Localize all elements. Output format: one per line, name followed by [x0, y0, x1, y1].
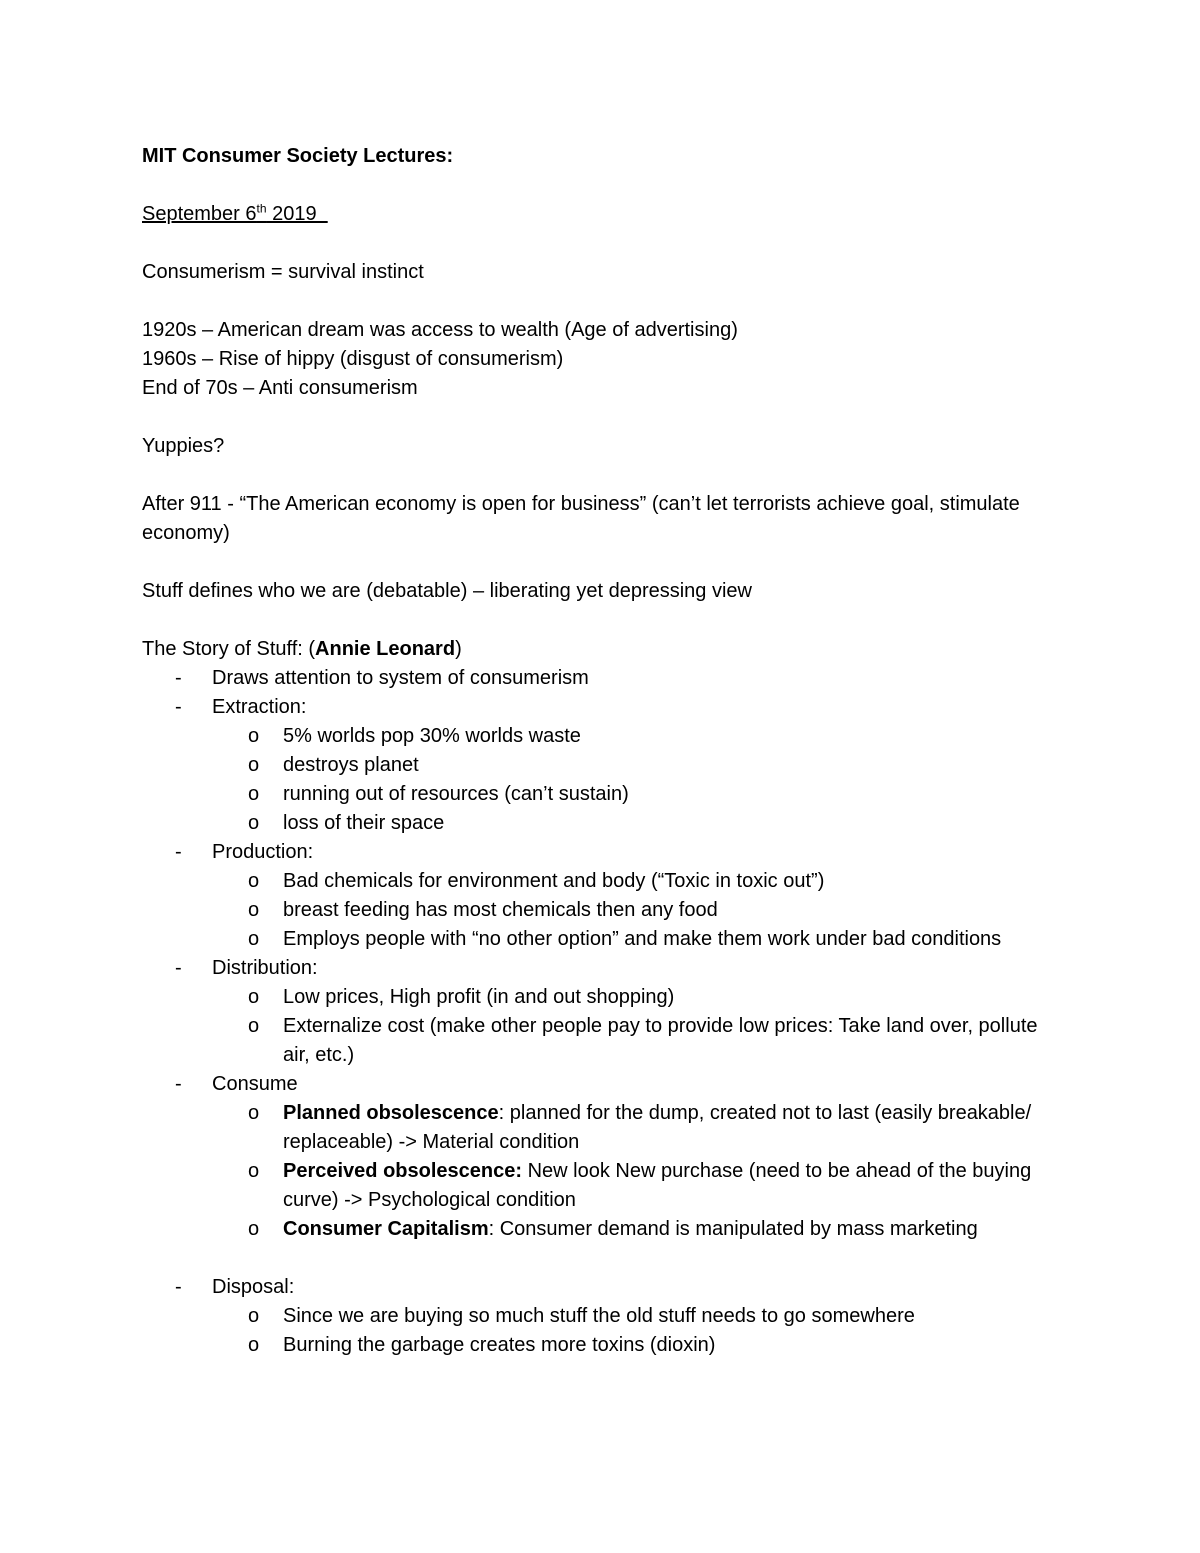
sub-item-text: Since we are buying so much stuff the old stuff needs to go somewhere [283, 1305, 915, 1327]
sub-item [212, 1157, 1042, 1215]
sub-item [212, 896, 1042, 925]
sub-item [212, 809, 1042, 838]
lecture-date [142, 200, 1042, 229]
outline-item-consume [142, 1070, 1042, 1273]
sub-item-text: Employs people with “no other option” and make them work under bad conditions [283, 928, 1002, 950]
circle-bullet: o [248, 1015, 260, 1037]
outline-item-text: Draws attention to system of consumerism [212, 667, 589, 689]
disposal-sublist [212, 1302, 1042, 1360]
outline-item-label: Production: [212, 841, 314, 863]
sub-item-text: loss of their space [283, 812, 445, 834]
history-line-1960s: 1960s – Rise of hippy (disgust of consumerism) [142, 348, 564, 370]
document-title: MIT Consumer Society Lectures: [142, 145, 454, 167]
sub-item [212, 867, 1042, 896]
date-ordinal-suffix: th [256, 201, 267, 216]
circle-bullet: o [248, 1218, 260, 1240]
sub-item [212, 722, 1042, 751]
date-month-day: September 6 [142, 203, 257, 225]
sub-item-text: 5% worlds pop 30% worlds waste [283, 725, 581, 747]
circle-bullet: o [248, 812, 260, 834]
sub-item-term: Consumer Capitalism [283, 1218, 489, 1240]
sub-item-text: breast feeding has most chemicals then any food [283, 899, 718, 921]
story-of-stuff-heading [142, 635, 1042, 664]
dash-bullet: - [175, 841, 182, 863]
sub-item [212, 1331, 1042, 1360]
consume-sublist [212, 1099, 1042, 1244]
dash-bullet: - [175, 1276, 182, 1298]
sub-item [212, 1215, 1042, 1244]
circle-bullet: o [248, 870, 260, 892]
circle-bullet: o [248, 725, 260, 747]
extraction-sublist [212, 722, 1042, 838]
history-line-1920s: 1920s – American dream was access to wealth (Age of advertising) [142, 319, 738, 341]
document-body [142, 142, 1042, 1360]
sub-item-text: running out of resources (can’t sustain) [283, 783, 629, 805]
story-author: Annie Leonard [315, 638, 456, 660]
circle-bullet: o [248, 1160, 260, 1182]
sub-item-text: Low prices, High profit (in and out shopping) [283, 986, 675, 1008]
sub-item [212, 780, 1042, 809]
sub-item [212, 1302, 1042, 1331]
outline-item-draws [142, 664, 1042, 693]
production-sublist [212, 867, 1042, 954]
circle-bullet: o [248, 986, 260, 1008]
outline-item-distribution [142, 954, 1042, 1070]
circle-bullet: o [248, 928, 260, 950]
after-911-paragraph: After 911 - “The American economy is open for business” (can’t let terrorists achieve goal, stimulate economy) [142, 493, 1020, 544]
outline-item-extraction [142, 693, 1042, 838]
outline-item-production [142, 838, 1042, 954]
dash-bullet: - [175, 1073, 182, 1095]
sub-item [212, 751, 1042, 780]
sub-item [212, 983, 1042, 1012]
sub-item-text: Burning the garbage creates more toxins (dioxin) [283, 1334, 716, 1356]
circle-bullet: o [248, 1102, 260, 1124]
sub-item [212, 925, 1042, 954]
distribution-sublist [212, 983, 1042, 1070]
stuff-defines-line: Stuff defines who we are (debatable) – liberating yet depressing view [142, 580, 752, 602]
circle-bullet: o [248, 899, 260, 921]
sub-item-text: : Consumer demand is manipulated by mass marketing [488, 1218, 978, 1240]
sub-item-text: destroys planet [283, 754, 419, 776]
date-year: 2019 [266, 203, 328, 225]
sub-item-text: Bad chemicals for environment and body (“Toxic in toxic out”) [283, 870, 825, 892]
sub-item-text: New look New purchase (need to be ahead of the buying curve) -> Psychological condition [283, 1160, 1032, 1211]
outline-item-disposal [142, 1273, 1042, 1360]
story-heading-prefix: The Story of Stuff: ( [142, 638, 316, 660]
circle-bullet: o [248, 754, 260, 776]
circle-bullet: o [248, 1334, 260, 1356]
outline-item-label: Disposal: [212, 1276, 295, 1298]
sub-item-term: Planned obsolescence [283, 1102, 499, 1124]
circle-bullet: o [248, 783, 260, 805]
sub-item-term: Perceived obsolescence: [283, 1160, 523, 1182]
circle-bullet: o [248, 1305, 260, 1327]
outline-item-label: Distribution: [212, 957, 318, 979]
sub-item-text: : planned for the dump, created not to last (easily breakable/ replaceable) -> Material condition [283, 1102, 1032, 1153]
dash-bullet: - [175, 957, 182, 979]
dash-bullet: - [175, 667, 182, 689]
outline-list [142, 664, 1042, 1360]
sub-item [212, 1012, 1042, 1070]
outline-item-label: Consume [212, 1073, 298, 1095]
history-line-70s: End of 70s – Anti consumerism [142, 377, 418, 399]
sub-item-text: Externalize cost (make other people pay to provide low prices: Take land over, pollute air, etc.) [283, 1015, 1038, 1066]
yuppies-line: Yuppies? [142, 435, 225, 457]
sub-item [212, 1099, 1042, 1157]
story-heading-suffix: ) [455, 638, 462, 660]
dash-bullet: - [175, 696, 182, 718]
outline-item-label: Extraction: [212, 696, 307, 718]
intro-line: Consumerism = survival instinct [142, 261, 424, 283]
